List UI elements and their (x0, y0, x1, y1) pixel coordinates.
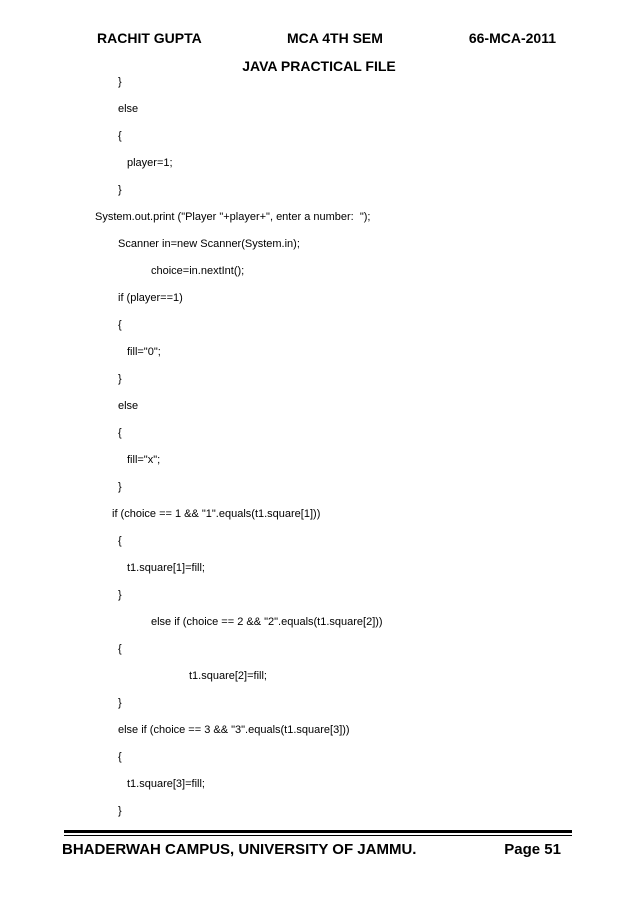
code-line: { (118, 751, 122, 763)
code-line: Scanner in=new Scanner(System.in); (118, 238, 300, 250)
code-line: } (118, 481, 122, 493)
code-line: fill="0"; (127, 346, 161, 358)
header-semester: MCA 4TH SEM (287, 30, 383, 46)
code-line: if (player==1) (118, 292, 183, 304)
code-line: if (choice == 1 && "1".equals(t1.square[1])) (112, 508, 321, 520)
code-line: { (118, 427, 122, 439)
code-line: { (118, 643, 122, 655)
code-line: t1.square[3]=fill; (127, 778, 205, 790)
code-line: } (118, 76, 122, 88)
header-roll-number: 66-MCA-2011 (468, 30, 556, 46)
code-line: System.out.print ("Player "+player+", enter a number: "); (95, 211, 371, 223)
footer-campus: BHADERWAH CAMPUS, UNIVERSITY OF JAMMU. (62, 841, 417, 858)
code-line: choice=in.nextInt(); (151, 265, 245, 277)
footer-divider-thick (64, 830, 572, 833)
code-line: fill="x"; (127, 454, 161, 466)
header-author: RACHIT GUPTA (97, 30, 202, 46)
code-line: else (118, 103, 139, 115)
code-line: { (118, 130, 122, 142)
footer-divider-thin (64, 835, 572, 836)
code-line: else if (choice == 3 && "3".equals(t1.square[3])) (118, 724, 350, 736)
code-line: { (118, 319, 122, 331)
document-title: JAVA PRACTICAL FILE (242, 58, 396, 74)
footer-page-number: Page 51 (504, 841, 561, 858)
code-line: } (118, 805, 122, 817)
code-line: player=1; (127, 157, 173, 169)
code-line: else (118, 400, 139, 412)
code-line: t1.square[2]=fill; (189, 670, 267, 682)
code-line: } (118, 373, 122, 385)
code-line: } (118, 184, 122, 196)
code-line: t1.square[1]=fill; (127, 562, 205, 574)
code-line: else if (choice == 2 && "2".equals(t1.square[2])) (151, 616, 383, 628)
code-line: { (118, 535, 122, 547)
code-line: } (118, 589, 122, 601)
code-line: } (118, 697, 122, 709)
